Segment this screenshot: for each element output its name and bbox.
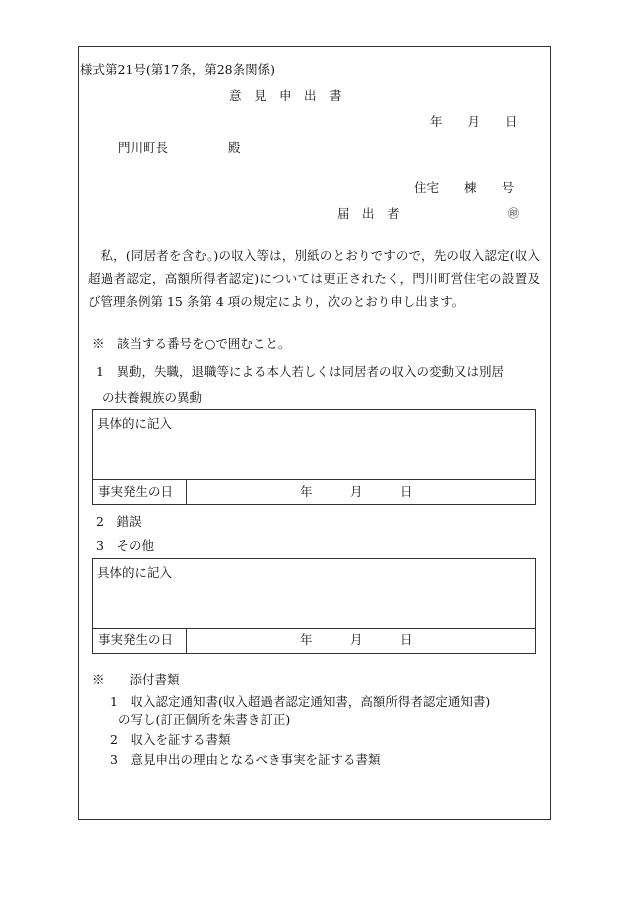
applicant-label: 届 出 者 xyxy=(337,206,400,221)
detail-label-2: 具体的に記入 xyxy=(97,565,173,580)
fact-date-label-1: 事実発生の日 xyxy=(98,484,174,499)
item2: 2 錯誤 xyxy=(96,514,142,529)
table-divider xyxy=(186,479,187,505)
honorific: 殿 xyxy=(228,140,241,155)
address-label: 住宅 棟 号 xyxy=(414,180,515,195)
seal-mark: ㊞ xyxy=(508,207,519,220)
item1-line1: 1 異動，失職，退職等による本人若しくは同居者の収入の変動又は別居 xyxy=(96,364,504,379)
body-text: 私，(同居者を含む。)の収入等は，別紙のとおりですので，先の収入認定(収入超過者認定，高額所得者認定)については更正されたく，門川町営住宅の設置及び管理条例第 15 条第 4 項の規定により，次のとおり申し出ます。 xyxy=(88,248,540,309)
instruction: ※ 該当する番号を○で囲むこと。 xyxy=(92,336,291,351)
attachments-heading: ※ 添付書類 xyxy=(92,672,180,687)
table-divider xyxy=(186,628,187,654)
table-divider xyxy=(92,628,536,629)
attachment-item: の写し(訂正個所を朱書き訂正) xyxy=(118,712,291,727)
fact-date-value-1: 年 月 日 xyxy=(300,484,413,499)
attachment-item: 1 収入認定通知書(収入超過者認定通知書，高額所得者認定通知書) xyxy=(110,694,491,709)
form-number: 様式第21号(第17条，第28条関係) xyxy=(80,62,275,77)
fact-date-value-2: 年 月 日 xyxy=(300,632,413,647)
detail-label-1: 具体的に記入 xyxy=(97,416,173,431)
item3: 3 その他 xyxy=(96,538,154,553)
table-divider xyxy=(92,479,536,480)
fact-date-label-2: 事実発生の日 xyxy=(98,632,174,647)
attachment-item: 2 収入を証する書類 xyxy=(110,732,231,747)
item1-line2: の扶養親族の異動 xyxy=(102,390,203,405)
document-title: 意 見 申 出 書 xyxy=(229,88,342,103)
body-paragraph xyxy=(88,244,540,313)
date-line: 年 月 日 xyxy=(430,114,518,129)
attachment-item: 3 意見申出の理由となるべき事実を証する書類 xyxy=(110,752,381,767)
addressee: 門川町長 xyxy=(118,140,169,155)
